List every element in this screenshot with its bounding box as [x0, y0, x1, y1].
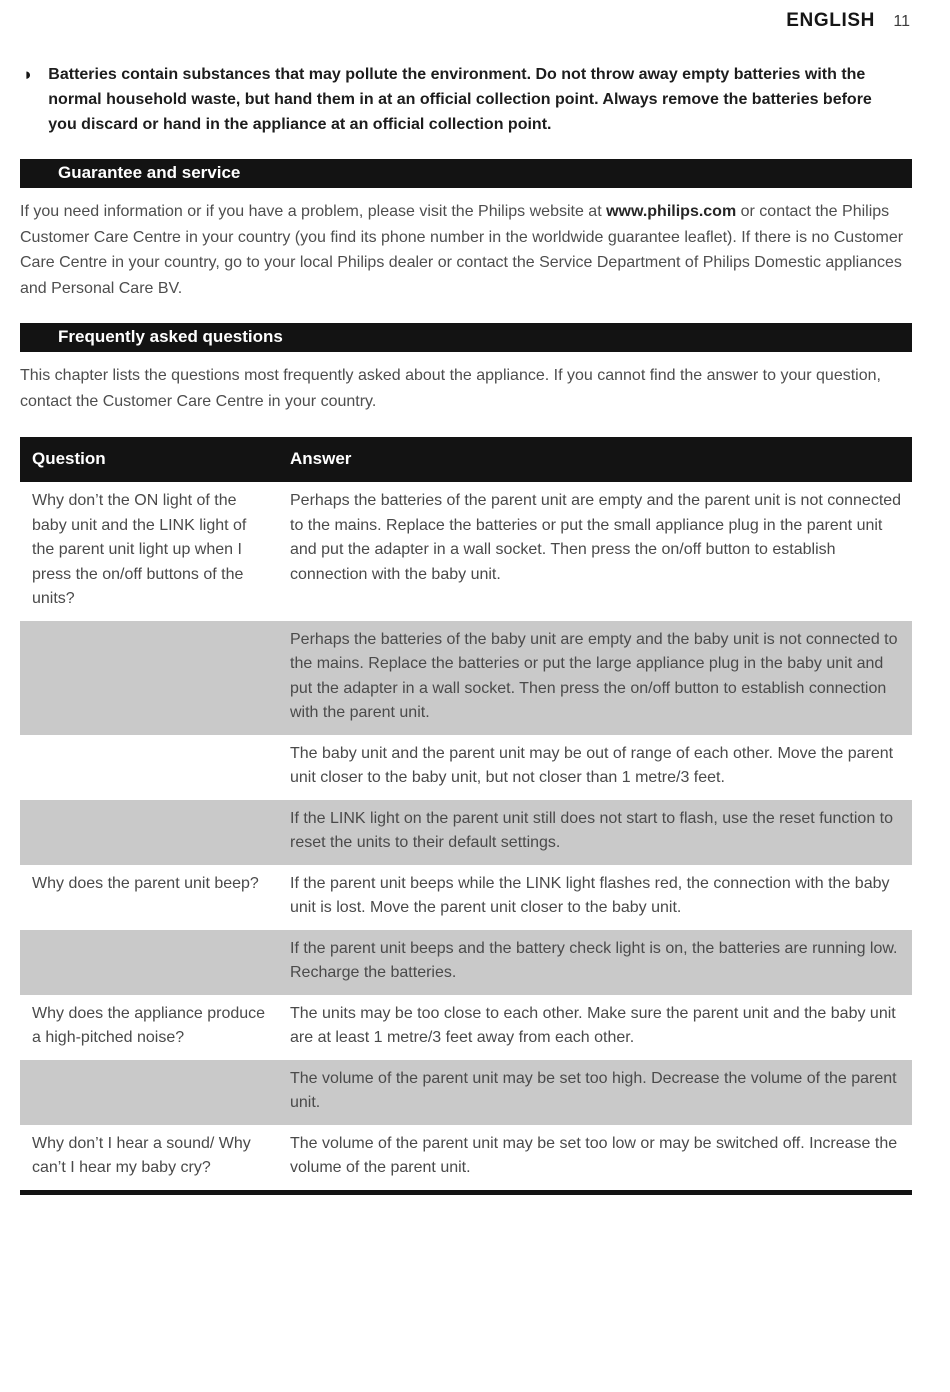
- guarantee-paragraph: [20, 199, 912, 301]
- philips-website-text: www.philips.com: [606, 203, 737, 220]
- faq-header-question: Question: [32, 449, 106, 468]
- section-title-guarantee: Guarantee and service: [58, 163, 241, 182]
- faq-header-answer: Answer: [290, 449, 352, 468]
- faq-answer: If the LINK light on the parent unit still does not start to flash, use the reset function to reset the units to their default settings.: [290, 809, 894, 851]
- faq-question: Why does the appliance produce a high-pitched noise?: [32, 1004, 266, 1046]
- faq-answer: Perhaps the batteries of the baby unit are empty and the baby unit is not connected to the mains. Replace the batteries or put the large appliance plug in the baby unit and put the adapter in a wall socket. Then press the on/off button to establish connection with the parent unit.: [290, 630, 898, 721]
- faq-question: Why don’t I hear a sound/ Why can’t I hear my baby cry?: [32, 1134, 251, 1176]
- faq-answer: If the parent unit beeps and the battery check light is on, the batteries are running low. Recharge the batteries.: [290, 939, 898, 981]
- section-header-faq: [20, 323, 912, 352]
- section-title-faq: Frequently asked questions: [58, 327, 283, 346]
- faq-row: [20, 1060, 912, 1125]
- faq-table: [20, 437, 912, 1195]
- faq-row: [20, 621, 912, 735]
- faq-question: [20, 800, 290, 865]
- page-header: [20, 10, 912, 32]
- faq-row: [20, 482, 912, 621]
- faq-row: [20, 995, 912, 1060]
- battery-warning-text: Batteries contain substances that may pollute the environment. Do not throw away empty batteries with the normal household waste, but hand them in at an official collection point. Always remove the batteries before you discard or hand in the appliance at an official collection point.: [48, 66, 872, 133]
- faq-answer: The baby unit and the parent unit may be out of range of each other. Move the parent unit closer to the baby unit, but not closer than 1 metre/3 feet.: [290, 744, 894, 786]
- faq-question: [20, 621, 290, 735]
- faq-answer: If the parent unit beeps while the LINK light flashes red, the connection with the baby unit is lost. Move the parent unit closer to the baby unit.: [290, 874, 890, 916]
- faq-question: [20, 1060, 290, 1125]
- faq-question: Why does the parent unit beep?: [32, 874, 259, 892]
- guarantee-text-before: If you need information or if you have a problem, please visit the Philips website at: [20, 203, 607, 220]
- faq-table-header: [20, 437, 912, 482]
- faq-row: [20, 735, 912, 800]
- page-number: 11: [893, 13, 910, 30]
- faq-answer: Perhaps the batteries of the parent unit are empty and the parent unit is not connected to the mains. Replace the batteries or put the small appliance plug in the parent unit and put the adapter in a wall socket. Then press the on/off button to establish connection with the baby unit.: [290, 492, 902, 583]
- bullet-icon: ◗: [23, 65, 34, 84]
- faq-row: [20, 930, 912, 995]
- faq-row: [20, 800, 912, 865]
- battery-warning-item: [20, 62, 912, 137]
- faq-answer: The volume of the parent unit may be set too low or may be switched off. Increase the volume of the parent unit.: [290, 1134, 898, 1176]
- language-label: ENGLISH: [786, 10, 875, 31]
- faq-row: [20, 865, 912, 930]
- faq-question: [20, 930, 290, 995]
- faq-intro-paragraph: This chapter lists the questions most frequently asked about the appliance. If you cannot find the answer to your question, contact the Customer Care Centre in your country.: [20, 367, 881, 410]
- faq-row: [20, 1125, 912, 1190]
- table-bottom-rule: [20, 1190, 912, 1195]
- guarantee-text-after: or contact the Philips Customer Care Centre in your country (you find its phone number in the worldwide guarantee leaflet). If there is no Customer Care Centre in your country, go to your local Philips dealer or contact the Service Department of Philips Domestic appliances and Personal Care BV.: [20, 203, 904, 297]
- faq-question: [20, 735, 290, 800]
- faq-answer: The units may be too close to each other. Make sure the parent unit and the baby unit are at least 1 metre/3 feet away from each other.: [290, 1004, 896, 1046]
- faq-question: Why don’t the ON light of the baby unit and the LINK light of the parent unit light up when I press the on/off buttons of the units?: [32, 492, 247, 607]
- faq-answer: The volume of the parent unit may be set too high. Decrease the volume of the parent unit.: [290, 1069, 897, 1111]
- section-header-guarantee: [20, 159, 912, 188]
